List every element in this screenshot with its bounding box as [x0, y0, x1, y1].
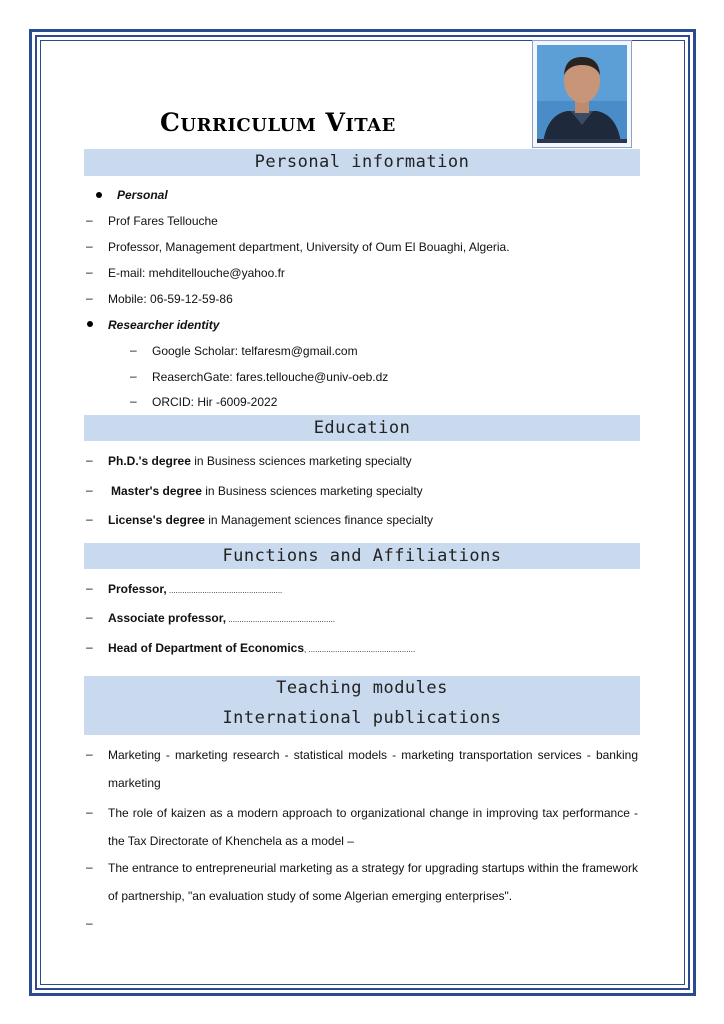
function-dots: , ................................................: [304, 645, 416, 654]
mobile-text: Mobile: 06-59-12-59-86: [108, 292, 233, 306]
dash-icon: –: [86, 483, 93, 497]
education-item: [111, 484, 423, 498]
email-text: E-mail: mehditellouche@yahoo.fr: [108, 266, 285, 280]
section-title: International publications: [222, 708, 502, 728]
section-functions: [84, 543, 640, 569]
personal-heading: Personal: [117, 188, 168, 202]
education-degree: License's degree: [108, 513, 205, 527]
section-title: Education: [313, 418, 411, 438]
dash-icon: –: [130, 369, 137, 383]
education-degree: Ph.D.'s degree: [108, 454, 191, 468]
dash-icon: –: [86, 860, 93, 874]
researcher-heading: Researcher identity: [108, 318, 220, 332]
function-dots: ................................................: [226, 615, 335, 624]
orcid-text: ORCID: Hir -6009-2022: [152, 395, 278, 409]
function-role: Professor,: [108, 582, 167, 596]
section-personal-information: [84, 149, 640, 176]
dash-icon: –: [86, 453, 93, 467]
education-field: in Business sciences marketing specialty: [201, 484, 423, 498]
dash-icon: –: [86, 610, 93, 624]
function-role: Head of Department of Economics: [108, 641, 305, 655]
dash-icon: –: [86, 512, 93, 526]
researchgate-text: ReaserchGate: fares.tellouche@univ-oeb.dz: [152, 370, 389, 384]
dash-icon: –: [86, 916, 93, 930]
publication-item: The role of kaizen as a modern approach to organizational change in improving tax performance - the Tax Directorate of Khenchela as a model –: [108, 806, 638, 848]
bullet-icon: [96, 192, 102, 198]
function-role: Associate professor,: [108, 611, 227, 625]
section-title: Functions and Affiliations: [222, 546, 502, 566]
profile-photo: [532, 40, 632, 148]
function-item: [108, 582, 282, 596]
section-title: Teaching modules: [276, 678, 448, 698]
dash-icon: –: [86, 291, 93, 305]
position-text: Professor, Management department, University of Oum El Bouaghi, Algeria.: [108, 240, 510, 254]
publication-item: The entrance to entrepreneurial marketing as a strategy for upgrading startups within the framework of partnership, "an evaluation study of some Algerian emerging enterprises".: [108, 861, 638, 903]
dash-icon: –: [130, 394, 137, 408]
publication-item: Marketing - marketing research - statistical models - marketing transportation services - banking marketing: [108, 748, 638, 790]
function-item: [108, 641, 415, 655]
section-title: Personal information: [254, 152, 470, 172]
dash-icon: –: [86, 581, 93, 595]
education-item: [108, 513, 433, 527]
name-text: Prof Fares Tellouche: [108, 214, 218, 228]
function-item: [108, 611, 335, 625]
dash-icon: –: [86, 265, 93, 279]
education-field: in Business sciences marketing specialty: [190, 454, 412, 468]
education-degree: Master's degree: [111, 484, 202, 498]
dash-icon: –: [130, 343, 137, 357]
dash-icon: –: [86, 640, 93, 654]
dash-icon: –: [86, 239, 93, 253]
function-dots: ...................................................: [166, 586, 283, 595]
cv-title: Curriculum Vitae: [160, 108, 396, 137]
bullet-icon: [87, 321, 93, 327]
dash-icon: –: [86, 747, 93, 761]
google-scholar-text: Google Scholar: telfaresm@gmail.com: [152, 344, 358, 358]
dash-icon: –: [86, 805, 93, 819]
section-education: [84, 415, 640, 441]
education-item: [108, 454, 412, 468]
dash-icon: –: [86, 213, 93, 227]
section-teaching-publications: [84, 676, 640, 735]
education-field: in Management sciences finance specialty: [204, 513, 434, 527]
